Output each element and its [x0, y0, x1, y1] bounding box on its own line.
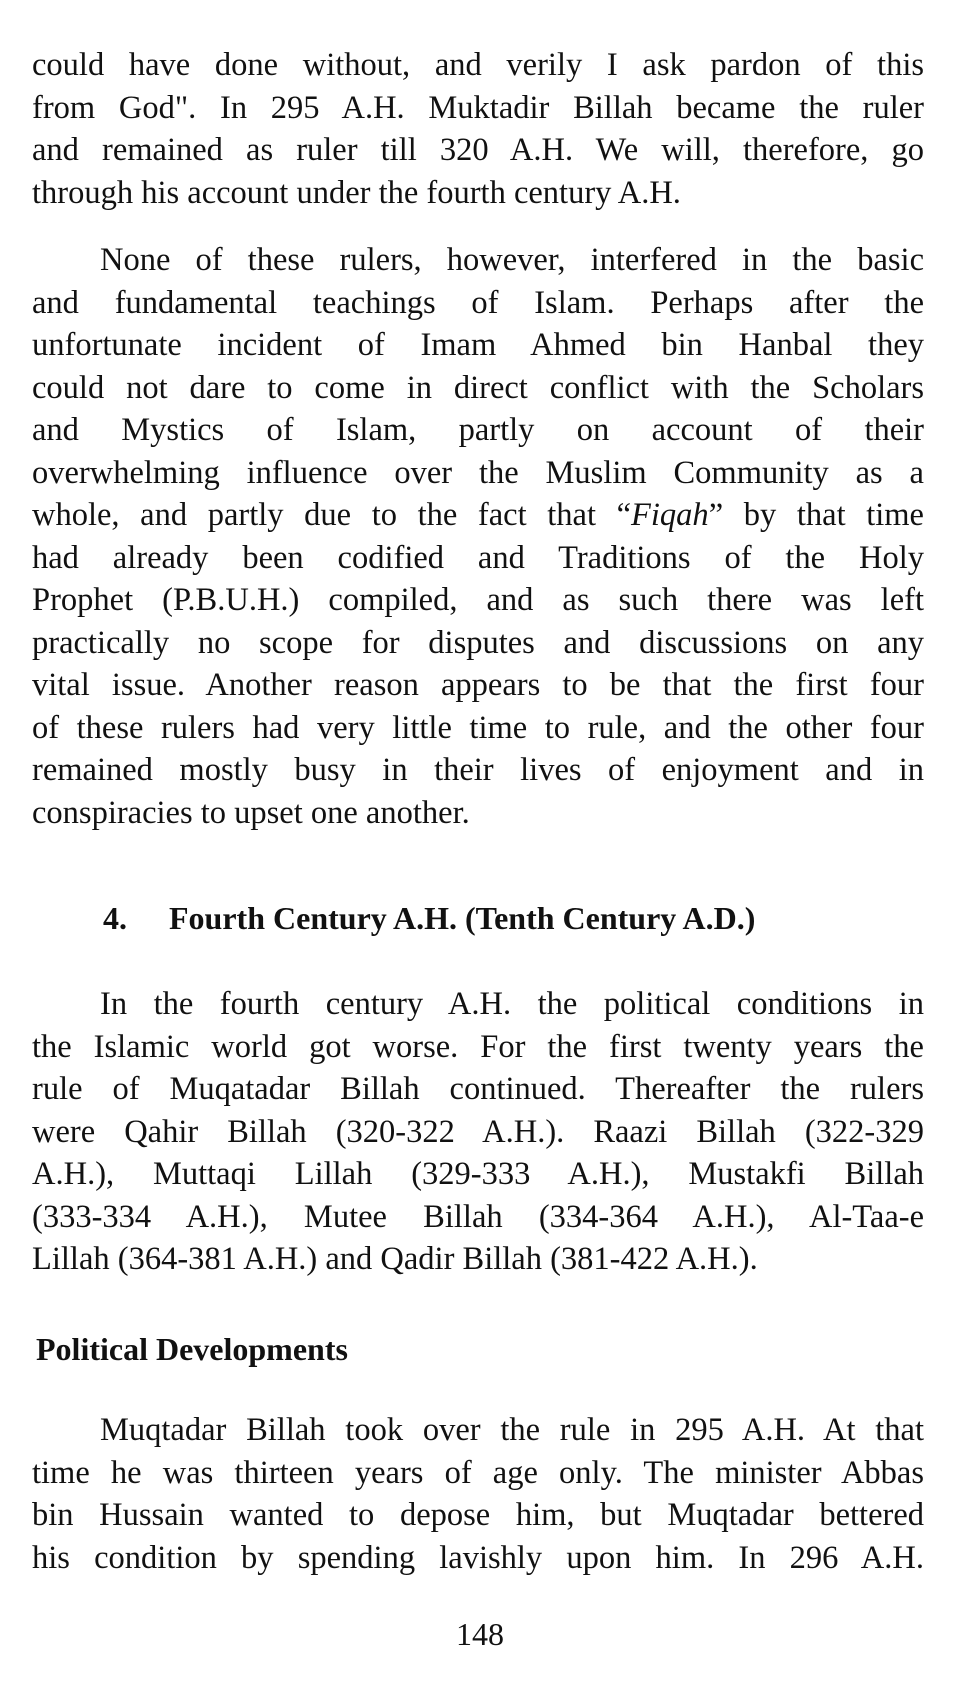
text-line: remained mostly busy in their lives of enjoyment and in: [32, 752, 924, 788]
text-line: of these rulers had very little time to rule, and the other four: [32, 709, 924, 746]
italic-term-fiqah: Fiqah: [631, 497, 709, 533]
text-line: could not dare to come in direct conflict with the Scholars: [32, 369, 924, 406]
text-line: overwhelming influence over the Muslim Community as a: [32, 454, 924, 491]
page-number: 148: [456, 1616, 504, 1652]
text-line: and Mystics of Islam, partly on account of their: [32, 412, 924, 448]
text-line: Prophet (P.B.U.H.) compiled, and as such there was left: [32, 582, 924, 618]
text-line: Lillah (364-381 A.H.) and Qadir Billah (381-422 A.H.).: [32, 1241, 758, 1277]
section-number: 4.: [103, 900, 127, 936]
text-line: None of these rulers, however, interfered in the basic: [100, 242, 924, 278]
text-line: rule of Muqatadar Billah continued. Thereafter the rulers: [32, 1071, 924, 1107]
text-line: vital issue. Another reason appears to be that the first four: [32, 667, 924, 703]
text-line: had already been codified and Traditions of the Holy: [32, 539, 924, 576]
text-line: were Qahir Billah (320-322 A.H.). Raazi Billah (322-329: [32, 1113, 924, 1150]
text-line: practically no scope for disputes and discussions on any: [32, 624, 924, 661]
text-line: his condition by spending lavishly upon him. In 296 A.H.: [32, 1539, 924, 1576]
text-segment: ” by that time: [708, 497, 924, 533]
text-line: unfortunate incident of Imam Ahmed bin Hanbal they: [32, 327, 924, 363]
subheading-political-developments: Political Developments: [36, 1331, 348, 1367]
text-line: [32, 494, 924, 537]
text-line: and remained as ruler till 320 A.H. We will, therefore, go: [32, 132, 924, 168]
text-line: conspiracies to upset one another.: [32, 794, 470, 831]
text-line: In the fourth century A.H. the political conditions in: [100, 986, 924, 1022]
text-line: could have done without, and verily I ask pardon of this: [32, 47, 924, 83]
text-line: through his account under the fourth century A.H.: [32, 174, 681, 211]
text-line: (333-334 A.H.), Mutee Billah (334-364 A.H.), Al-Taa-e: [32, 1198, 924, 1235]
text-line: time he was thirteen years of age only. The minister Abbas: [32, 1454, 924, 1491]
text-line: the Islamic world got worse. For the first twenty years the: [32, 1028, 924, 1065]
paragraph-fourth-century: [32, 983, 924, 1281]
paragraph-political-developments: [32, 1409, 924, 1579]
section-title: Fourth Century A.H. (Tenth Century A.D.): [169, 900, 756, 936]
section-heading: [103, 898, 755, 938]
text-line: and fundamental teachings of Islam. Perhaps after the: [32, 284, 924, 321]
text-line: from God". In 295 A.H. Muktadir Billah became the ruler: [32, 89, 924, 126]
text-line: bin Hussain wanted to depose him, but Muqtadar bettered: [32, 1497, 924, 1533]
text-line: A.H.), Muttaqi Lillah (329-333 A.H.), Mustakfi Billah: [32, 1156, 924, 1192]
paragraph-rulers: [32, 239, 924, 834]
text-segment: whole, and partly due to the fact that “: [32, 497, 632, 533]
text-line: Muqtadar Billah took over the rule in 295 A.H. At that: [100, 1412, 924, 1448]
paragraph-continuation: [32, 44, 924, 214]
